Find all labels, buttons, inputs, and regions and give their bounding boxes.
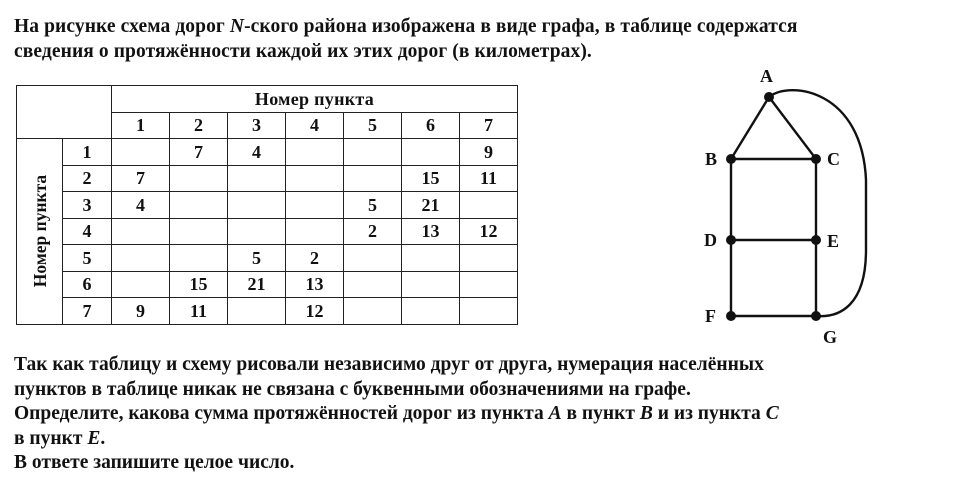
intro-n-letter: N <box>229 16 245 37</box>
task-point-c: C <box>765 403 779 424</box>
distance-cell <box>112 139 170 166</box>
distance-cell <box>402 271 460 298</box>
distance-cell <box>286 165 344 192</box>
vertex-label-G: G <box>823 327 838 347</box>
distance-cell <box>344 139 402 166</box>
vertex-D <box>726 235 736 245</box>
distance-cell <box>228 298 286 325</box>
distance-cell <box>286 192 344 219</box>
distance-cell <box>112 245 170 272</box>
graph-vertices <box>726 92 821 321</box>
distance-cell <box>228 165 286 192</box>
distance-cell: 15 <box>170 271 228 298</box>
intro-line-2: сведения о протяжённости каждой их этих дорог (в километрах). <box>14 41 592 62</box>
distance-cell: 12 <box>286 298 344 325</box>
distance-cell: 7 <box>112 165 170 192</box>
intro-part-2: -ского района изображена в виде графа, в таблице содержатся <box>244 16 798 37</box>
distance-cell: 13 <box>286 271 344 298</box>
distance-cell: 4 <box>228 139 286 166</box>
column-number-3: 3 <box>228 112 286 139</box>
row-number: 3 <box>63 192 112 219</box>
column-number-4: 4 <box>286 112 344 139</box>
task-line-4 <box>14 427 949 452</box>
distance-cell: 5 <box>344 192 402 219</box>
vertex-E <box>811 235 821 245</box>
graph-labels <box>704 66 840 347</box>
table-row <box>17 271 518 298</box>
distance-cell: 15 <box>402 165 460 192</box>
distance-cell <box>170 165 228 192</box>
distance-cell: 2 <box>286 245 344 272</box>
column-number-5: 5 <box>344 112 402 139</box>
task-line-1: Так как таблицу и схему рисовали независимо друг от друга, нумерация населённых <box>14 354 764 375</box>
row-number: 6 <box>63 271 112 298</box>
column-number-6: 6 <box>402 112 460 139</box>
distance-cell: 21 <box>228 271 286 298</box>
column-number-1: 1 <box>112 112 170 139</box>
row-number: 5 <box>63 245 112 272</box>
distance-cell <box>344 271 402 298</box>
distance-cell <box>460 192 518 219</box>
vertex-F <box>726 311 736 321</box>
row-header <box>17 139 63 325</box>
distance-cell <box>402 245 460 272</box>
task-line-3-b: в пункт <box>561 403 640 424</box>
distance-cell: 5 <box>228 245 286 272</box>
column-header: Номер пункта <box>112 86 518 113</box>
row-number: 2 <box>63 165 112 192</box>
task-line-4-a: в пункт <box>14 427 88 449</box>
edge-A-B <box>731 97 769 159</box>
task-text <box>14 353 949 476</box>
edge-A-G <box>769 90 866 316</box>
vertex-label-D: D <box>704 230 717 250</box>
vertex-G <box>811 311 821 321</box>
edge-A-C <box>769 97 816 159</box>
row-header-text: Номер пункта <box>29 175 50 288</box>
distance-cell <box>112 271 170 298</box>
task-point-e: E <box>87 427 101 449</box>
intro-text <box>14 14 949 64</box>
distance-cell <box>286 218 344 245</box>
distance-cell <box>344 298 402 325</box>
distance-cell <box>402 139 460 166</box>
table-row <box>17 245 518 272</box>
distance-cell <box>170 218 228 245</box>
vertex-label-F: F <box>705 306 716 326</box>
task-line-3 <box>14 402 949 427</box>
distance-cell: 9 <box>460 139 518 166</box>
task-line-4-b: . <box>100 427 106 449</box>
road-graph <box>690 60 890 360</box>
table-row <box>17 218 518 245</box>
table-row <box>17 298 518 325</box>
distance-cell <box>170 192 228 219</box>
distance-cell: 2 <box>344 218 402 245</box>
task-point-b: B <box>639 403 653 424</box>
column-number-7: 7 <box>460 112 518 139</box>
vertex-A <box>764 92 774 102</box>
distance-cell <box>344 245 402 272</box>
task-line-3-a: Определите, какова сумма протяжённостей дорог из пункта <box>14 403 549 424</box>
vertex-label-B: B <box>705 149 718 169</box>
distance-cell: 21 <box>402 192 460 219</box>
distance-cell <box>460 245 518 272</box>
vertex-C <box>811 154 821 164</box>
vertex-label-E: E <box>827 231 840 251</box>
table-row <box>17 192 518 219</box>
intro-part-1: На рисунке схема дорог <box>14 16 230 37</box>
distance-cell <box>228 192 286 219</box>
row-number: 7 <box>63 298 112 325</box>
table-header-row-1 <box>17 86 518 113</box>
vertex-label-A: A <box>760 66 773 86</box>
distance-cell <box>112 218 170 245</box>
row-number: 4 <box>63 218 112 245</box>
task-line-3-c: и из пункта <box>652 403 766 424</box>
graph-edges <box>731 90 866 316</box>
table-row <box>17 139 518 166</box>
distance-cell: 9 <box>112 298 170 325</box>
distance-cell <box>228 218 286 245</box>
vertex-label-C: C <box>827 149 840 169</box>
distance-cell: 11 <box>460 165 518 192</box>
distance-cell <box>460 298 518 325</box>
distance-cell <box>460 271 518 298</box>
distance-cell <box>286 139 344 166</box>
distance-cell <box>344 165 402 192</box>
table-row <box>17 165 518 192</box>
task-line-2: пунктов в таблице никак не связана с буквенными обозначениями на графе. <box>14 378 691 400</box>
distance-table <box>16 85 518 325</box>
distance-cell: 11 <box>170 298 228 325</box>
row-number: 1 <box>63 139 112 166</box>
distance-cell: 7 <box>170 139 228 166</box>
distance-cell <box>170 245 228 272</box>
task-line-5: В ответе запишите целое число. <box>14 452 295 473</box>
distance-cell: 13 <box>402 218 460 245</box>
task-point-a: A <box>548 403 562 424</box>
distance-cell: 12 <box>460 218 518 245</box>
intro-line-1 <box>14 14 949 39</box>
distance-cell: 4 <box>112 192 170 219</box>
table-corner-cell <box>17 86 112 139</box>
column-number-2: 2 <box>170 112 228 139</box>
vertex-B <box>726 154 736 164</box>
distance-cell <box>402 298 460 325</box>
